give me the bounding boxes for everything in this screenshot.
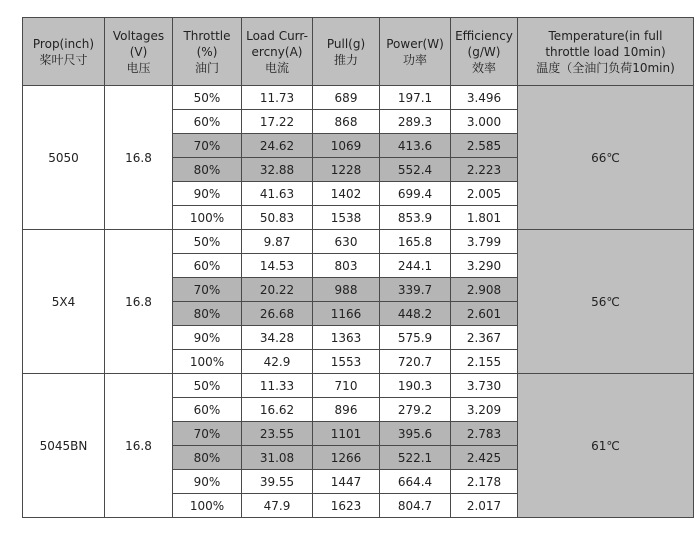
spec-table-container (22, 17, 694, 518)
pull-cell: 630 (313, 230, 380, 254)
efficiency-cell: 2.908 (451, 278, 518, 302)
efficiency-cell: 2.425 (451, 446, 518, 470)
throttle-cell: 70% (173, 422, 242, 446)
header-power (380, 18, 451, 86)
pull-cell: 1402 (313, 182, 380, 206)
header-throttle (173, 18, 242, 86)
prop-size-cell: 5X4 (23, 230, 105, 374)
power-cell: 279.2 (380, 398, 451, 422)
efficiency-cell: 2.017 (451, 494, 518, 518)
power-cell: 339.7 (380, 278, 451, 302)
efficiency-cell: 2.601 (451, 302, 518, 326)
power-cell: 575.9 (380, 326, 451, 350)
temperature-cell: 61℃ (518, 374, 694, 518)
header-temperature-en2: throttle load 10min) (545, 44, 666, 59)
pull-cell: 1553 (313, 350, 380, 374)
header-temperature-cn: 温度（全油门负荷10min) (536, 60, 675, 75)
prop-size-cell: 5045BN (23, 374, 105, 518)
pull-cell: 1228 (313, 158, 380, 182)
motor-test-data-table (22, 17, 694, 518)
efficiency-cell: 3.290 (451, 254, 518, 278)
throttle-cell: 100% (173, 494, 242, 518)
load-current-cell: 17.22 (242, 110, 313, 134)
throttle-cell: 50% (173, 374, 242, 398)
header-power-en: Power(W) (386, 36, 444, 51)
power-cell: 190.3 (380, 374, 451, 398)
load-current-cell: 11.33 (242, 374, 313, 398)
voltage-cell: 16.8 (105, 374, 173, 518)
table-body (23, 86, 694, 518)
throttle-cell: 60% (173, 254, 242, 278)
pull-cell: 689 (313, 86, 380, 110)
temperature-cell: 66℃ (518, 86, 694, 230)
throttle-cell: 70% (173, 278, 242, 302)
header-row (23, 18, 694, 86)
header-load-current-en1: Load Curr- (246, 28, 308, 43)
load-current-cell: 20.22 (242, 278, 313, 302)
throttle-cell: 80% (173, 158, 242, 182)
load-current-cell: 34.28 (242, 326, 313, 350)
load-current-cell: 39.55 (242, 470, 313, 494)
header-efficiency-unit: (g/W) (467, 44, 501, 59)
header-load-current (242, 18, 313, 86)
temperature-cell: 56℃ (518, 230, 694, 374)
throttle-cell: 80% (173, 302, 242, 326)
power-cell: 720.7 (380, 350, 451, 374)
load-current-cell: 11.73 (242, 86, 313, 110)
pull-cell: 803 (313, 254, 380, 278)
throttle-cell: 60% (173, 110, 242, 134)
load-current-cell: 32.88 (242, 158, 313, 182)
throttle-cell: 60% (173, 398, 242, 422)
power-cell: 244.1 (380, 254, 451, 278)
efficiency-cell: 2.223 (451, 158, 518, 182)
header-pull-en: Pull(g) (326, 36, 366, 51)
pull-cell: 1101 (313, 422, 380, 446)
throttle-cell: 50% (173, 230, 242, 254)
table-row (23, 374, 694, 398)
efficiency-cell: 3.000 (451, 110, 518, 134)
header-voltage-en: Voltages (112, 28, 165, 43)
header-power-cn: 功率 (402, 52, 427, 67)
efficiency-cell: 3.730 (451, 374, 518, 398)
header-voltage (105, 18, 173, 86)
header-voltage-cn: 电压 (126, 60, 151, 75)
pull-cell: 1447 (313, 470, 380, 494)
load-current-cell: 9.87 (242, 230, 313, 254)
power-cell: 413.6 (380, 134, 451, 158)
header-prop-en: Prop(inch) (32, 36, 95, 51)
pull-cell: 1266 (313, 446, 380, 470)
header-throttle-cn: 油门 (194, 60, 219, 75)
load-current-cell: 26.68 (242, 302, 313, 326)
throttle-cell: 70% (173, 134, 242, 158)
header-efficiency (451, 18, 518, 86)
power-cell: 853.9 (380, 206, 451, 230)
header-load-current-en2: ercny(A) (251, 44, 303, 59)
efficiency-cell: 2.783 (451, 422, 518, 446)
pull-cell: 710 (313, 374, 380, 398)
voltage-cell: 16.8 (105, 230, 173, 374)
efficiency-cell: 3.799 (451, 230, 518, 254)
load-current-cell: 23.55 (242, 422, 313, 446)
header-pull (313, 18, 380, 86)
pull-cell: 868 (313, 110, 380, 134)
voltage-cell: 16.8 (105, 86, 173, 230)
table-row (23, 230, 694, 254)
throttle-cell: 100% (173, 350, 242, 374)
power-cell: 522.1 (380, 446, 451, 470)
header-throttle-en: Throttle (183, 28, 231, 43)
power-cell: 664.4 (380, 470, 451, 494)
pull-cell: 1363 (313, 326, 380, 350)
throttle-cell: 80% (173, 446, 242, 470)
header-voltage-unit: (V) (129, 44, 148, 59)
header-load-current-cn: 电流 (264, 60, 289, 75)
header-efficiency-en: Efficiency (455, 28, 513, 43)
load-current-cell: 16.62 (242, 398, 313, 422)
power-cell: 552.4 (380, 158, 451, 182)
load-current-cell: 42.9 (242, 350, 313, 374)
header-throttle-unit: (%) (196, 44, 218, 59)
load-current-cell: 41.63 (242, 182, 313, 206)
header-temperature-en1: Temperature(in full (548, 28, 663, 43)
table-row (23, 86, 694, 110)
pull-cell: 1069 (313, 134, 380, 158)
throttle-cell: 50% (173, 86, 242, 110)
power-cell: 395.6 (380, 422, 451, 446)
efficiency-cell: 2.367 (451, 326, 518, 350)
pull-cell: 1166 (313, 302, 380, 326)
header-efficiency-cn: 效率 (471, 60, 496, 75)
power-cell: 448.2 (380, 302, 451, 326)
efficiency-cell: 3.496 (451, 86, 518, 110)
pull-cell: 1538 (313, 206, 380, 230)
efficiency-cell: 3.209 (451, 398, 518, 422)
power-cell: 165.8 (380, 230, 451, 254)
power-cell: 804.7 (380, 494, 451, 518)
header-prop-cn: 桨叶尺寸 (39, 52, 88, 67)
power-cell: 197.1 (380, 86, 451, 110)
prop-size-cell: 5050 (23, 86, 105, 230)
header-pull-cn: 推力 (333, 52, 358, 67)
pull-cell: 1623 (313, 494, 380, 518)
efficiency-cell: 1.801 (451, 206, 518, 230)
throttle-cell: 100% (173, 206, 242, 230)
efficiency-cell: 2.155 (451, 350, 518, 374)
pull-cell: 988 (313, 278, 380, 302)
efficiency-cell: 2.005 (451, 182, 518, 206)
efficiency-cell: 2.178 (451, 470, 518, 494)
throttle-cell: 90% (173, 182, 242, 206)
power-cell: 699.4 (380, 182, 451, 206)
header-prop (23, 18, 105, 86)
load-current-cell: 47.9 (242, 494, 313, 518)
throttle-cell: 90% (173, 470, 242, 494)
power-cell: 289.3 (380, 110, 451, 134)
load-current-cell: 14.53 (242, 254, 313, 278)
throttle-cell: 90% (173, 326, 242, 350)
pull-cell: 896 (313, 398, 380, 422)
header-temperature (518, 18, 694, 86)
load-current-cell: 24.62 (242, 134, 313, 158)
efficiency-cell: 2.585 (451, 134, 518, 158)
load-current-cell: 50.83 (242, 206, 313, 230)
load-current-cell: 31.08 (242, 446, 313, 470)
